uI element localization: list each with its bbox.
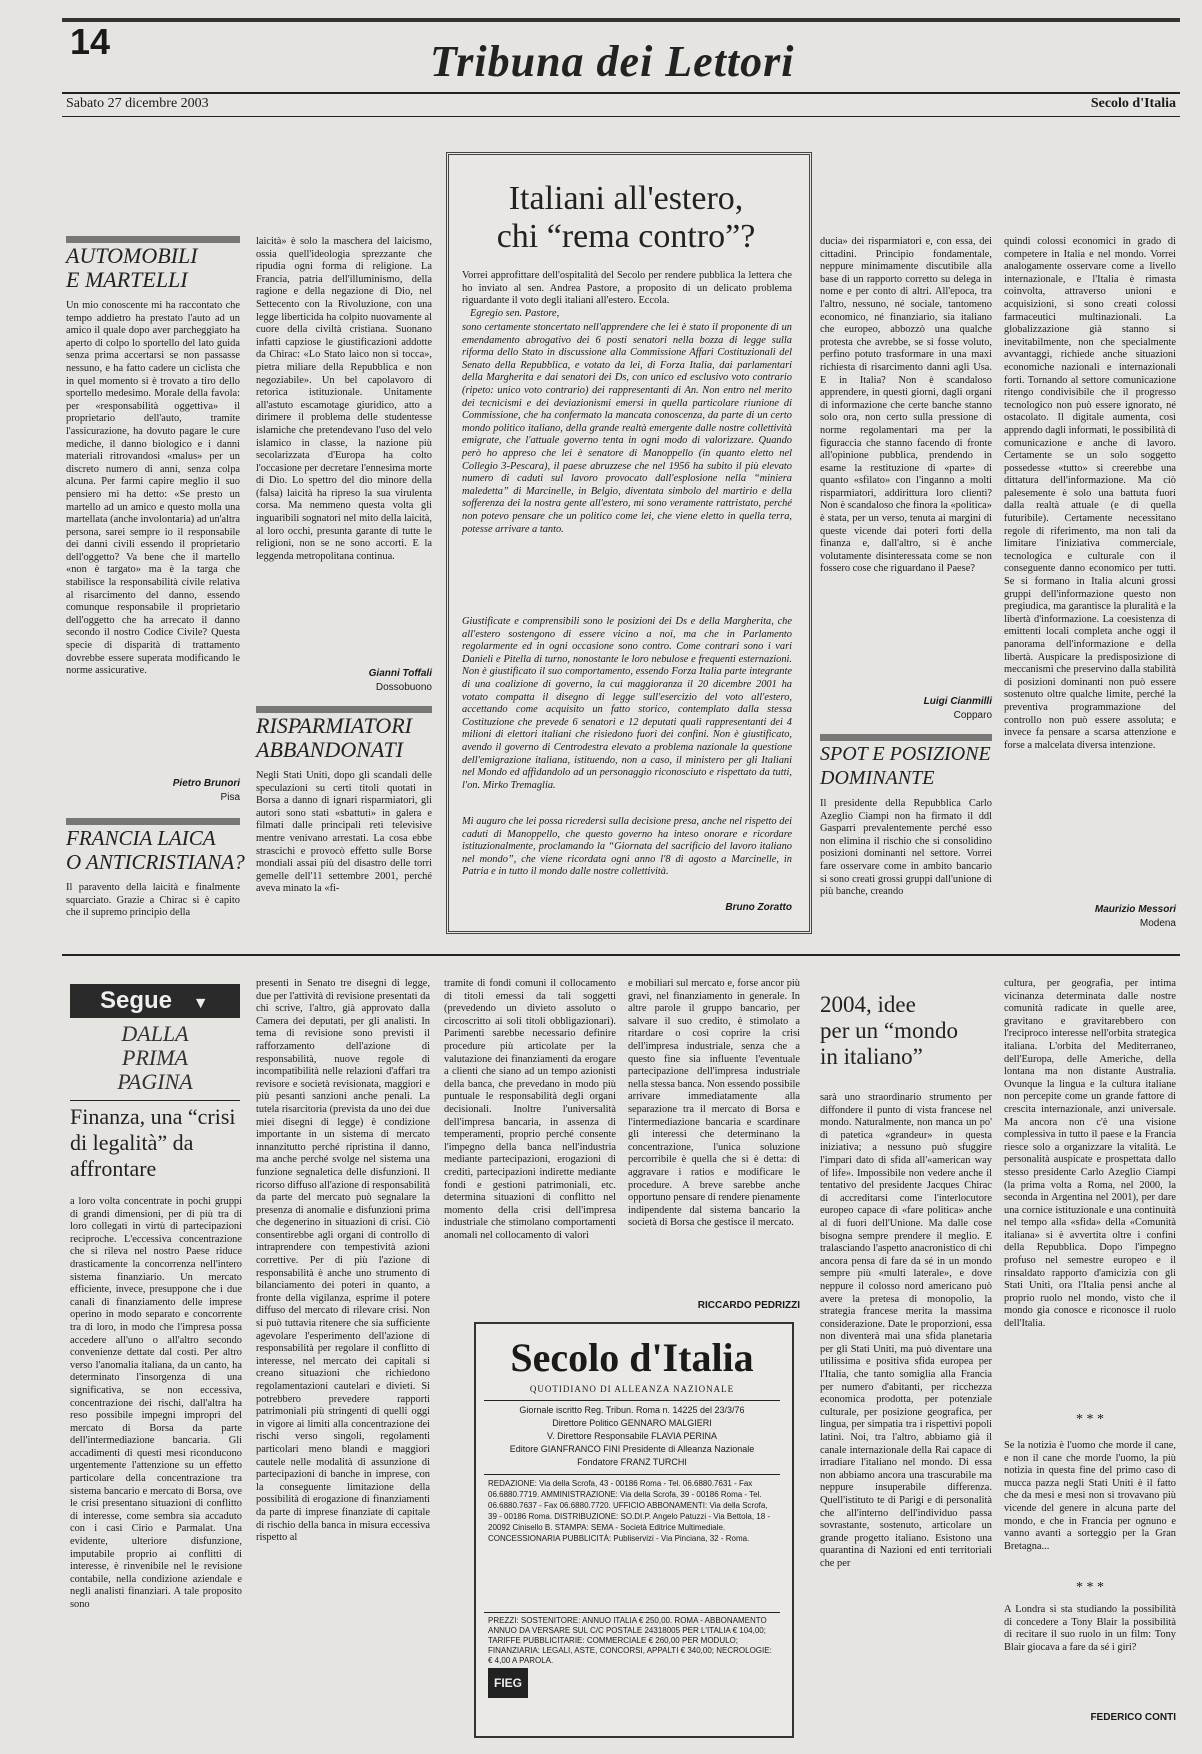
idee-col-1: sarà uno straordinario strumento per diffondere il punto di vista francese nel mondo. Naturalmente, non manca un po' di patetica «grandeur» in questa iniziativa; a nessuno può sfuggire l'impari dato di sfida all'«american way of life». Impossibile non vedere anche il tentativo del presidente Jacques Chirac di accreditarsi come l'interlocutore europeo capace di «fare politica» anche al di fuori dell'Unione. Ma dalle cose bisogna sempre prendere il meglio. E tralasciando l'aspetto anacronistico di chi ancora pensa di fare da sé in un mondo sempre più «multi laterale», e dove neppure il colosso nord americano può avere la pretesa di monopolio, la strategia francese merita la massima considerazione. Date le proporzioni, essa non diventerà mai una sfida planetaria per gli Stati Uniti, ma può diventare una utilissima e positiva sfida europea per l'Italia, che tanto somiglia alla Francia per numero d'abitanti, per ricchezza economica prodotta, per potenziale culturale, per posizione geografica, per lingua, per simpatia tra i rispettivi popoli latini. Noi, tra l'altro, abbiamo già il canale internazionale della Rai capace di irradiare l'italiano nel mondo. Di essa non abbiamo ancora una trascurabile ma neppure insuperabile differenza. Quell'istituto te di Parigi e di personalità che all'interno dell'individuo passa sovrastante, sostenuto, articolare un grande progetto italiano. Esistono una quarantina di Nazioni ed enti territoriali che per (820, 1092, 992, 1569)
segue-label: Segue (100, 987, 173, 1014)
idee-title: 2004, idee per un “mondo in italiano” (820, 992, 958, 1069)
finanza-col-3: tramite di fondi comuni il collocamento di titoli emessi da tali soggetti (prevedendo un divieto assoluto o circoscritto ai soli titoli obbligazionari). Parimenti sarebbe necessario definire procedure più articolate per la valutazione dei finanziamenti da erogare a clienti che siano ad un tempo azionisti della banca, che prevedano in modo più puntuale le responsabilità degli organi decisionali. Inoltre l'universalità dell'impresa bancaria, in assenza di temperamenti, proprio perché consente l'impegno della banca nell'industria mediante partecipazioni, erogazioni di crediti, partecipazioni indirette mediante fondi e gestioni patrimoniali, etc. determina situazioni di conflitto nel momento della crisi dell'impresa industriale che stimolano comportamenti anomali nel collocamento di valori (444, 978, 616, 1241)
featured-letter-body-3: Mi auguro che lei possa ricredersi sulla decisione presa, anche nel rispetto dei caduti di Manoppello, che questo governo ha inteso onorare e ricordare istituzionalmente, proclamando la “Giornata del sacrificio del lavoro italiano nel mondo”, che viene ricordata ogni anno l'8 di agosto a Marcinelle, in Patria e in tutto il mondo dalle nostre collettività. (462, 816, 792, 878)
letter-modena-body: quindi colossi economici in grado di competere in Italia e nel mondo. Vorrei analogamente osservare come a livello internazionale, e l'Italia è rimasta coinvolta, attraverso unioni e acquisizioni, si sono creati colossi farmaceutici multinazionali. La globalizzazione già stanno si inevitabilmente, non che specialmente avvantaggi, richiede anche situazioni economiche nazionali e internazionali forti. Tornando al settore comunicazione ritengo condivisibile che il progresso tecnologico non può essere ignorato, né ostacolato. Il digitale aumenta, così apprendo dagli informati, le possibilità di comunicazione e anche di lavoro. Certamente se un solo soggetto possedesse «tutto» si creerebbe una dittatura dell'informazione. Ma ciò palesemente è solo una battuta fuori dalla realtà attuale (e di quella futuribile). Certamente necessitano regole di riferimento, ma non tali da limitare l'iniziativa commerciale, tecnologica e culturale con il conseguente danno economico per tutti. Se si formano in Italia alcuni grossi gruppi dell'informazione questo non pregiudica, ma garantisce la pluralità e la libertà d'informazione. La coesistenza di emittenti locali completa anche oggi il panorama dell'informazione e della libertà. Auspicare la predisposizione di meccanismi che preservino dalla stabilità di posizioni dominanti non può essere sostenuto oltre qualche limite, perché la preventiva programmazione del controllo non può essere assoluta; e invece fa pensare a scarsa attenzione e forse a malcelata diversa intenzione. (1004, 236, 1176, 751)
issue-date: Sabato 27 dicembre 2003 (66, 96, 209, 111)
featured-letter-body-1: sono certamente stoncertato nell'apprendere che lei è stato il proponente di un emendamento abrogativo dei 6 posti senatori nella bozza di legge sulla riforma dello Stato in discussione alla Commissione Affari Costituzionali del Senato della Repubblica, e votato da lei, di Forza Italia, dai parlamentari della Margherita e dai senatori dei Ds, con unico ed esclusivo voto contrario (ripeto: unico voto contrario) dei rappresentanti di An. Non entro nel merito dei tecnicismi e dei deviazionismi emersi in quella particolare riunione di Commissione, che ha confermato la mancata conoscenza, da parte di un certo mondo politico italiano, della grande realtà emergente dalle nostre collettività emigrate, che l'attuale governo tenta in ogni modo di valorizzare. Quando però ho appreso che lei è senatore di Manoppello (in quanto eletto nel Collegio 3-Pescara), il paese abruzzese che nel 1956 ha subito il più elevato numero di caduti sul lavoro provocato dall'esplosione nella “miniera maledetta” di Marcinelle, in Belgio, diventata simbolo del martirio e della sofferenza dei la nostra gente all'estero, mi sono veramente rattristato, perché non potevo pensare che un politico come lei, che viene eletto in quella terra, potesse arrivare a tanto. (462, 322, 792, 535)
finanza-col-2: presenti in Senato tre disegni di legge, due per l'attività di revisione presentati da chi scrive, l'altro, già approvato dalla Camera dei deputati, per gli analisti. In tema di revisione sono previsti il rafforzamento dell'azione di responsabilità, nuove regole di incompatibilità nelle relazioni d'affari tra revisore e società revisionata, maggiori e più pesanti sanzioni anche penali. La tutela risarcitoria (prevista da uno dei due miei disegni di legge) è condizione importante in un sistema di mercato innanzitutto perché ripristina il danno, ma anche perché svolge nel sistema una funzione segnaletica delle disfunzioni. Il ricorso diffuso all'azione di responsabilità da parte del mercato può segnalare la presenza di anomalie e disfunzioni prima che degenerino in situazioni di crisi. Ciò consentirebbe agli organi di controllo di intraprendere con tempestività azioni correttive. Per di più l'azione di responsabilità è anche uno strumento di bilanciamento dei poteri in quanto, a fronte della vigilanza, esprime il potere diffuso del mercato di rilevare crisi. Non si può tuttavia ritenere che sia sufficiente agevolare l'esperimento dell'azione di responsabilità per regolare il conflitto di interesse, nel mercato dei capitali si creano situazioni che richiedono regolamentazioni cautelari e divieti. Si potrebbero prevedere rapporti patrimoniali più stringenti di quelli oggi in vigore ai limiti alla concentrazione dei rischi verso singoli, regolamenti particolari meno blandi e maggiori cautele nelle modalità di assunzione di partecipazioni di banche in imprese, con la conseguente limitazione della possibilità di erogazione di finanziamenti da parte di imprese finanziate di capitale di rischio della banca in misura eccessiva rispetto al (256, 978, 430, 1544)
triangle-down-icon: ▼ (192, 995, 209, 1012)
letter-copparo-author: Luigi Cianmilli (923, 696, 992, 707)
idee-stars-2: * * * (1076, 1580, 1104, 1595)
featured-letter-title: Italiani all'estero, chi “rema contro”? (496, 180, 756, 255)
letter-francia-body-cont: laicità» è solo la maschera del laicismo, ossia quell'ideologia sprezzante che ripudia ogni forma di religione. La Francia, patria dell'illuminismo, della ragione e della negazione di Dio, nel Settecento con la Rivoluzione, con una legge liberticida ha colpito nuovamente al cuore della civiltà cristiana. Suonano infatti capziose le giustificazioni addotte da Chirac: «Lo Stato laico non si tocca», pietra miliare della Repubblica e non negoziabile». Un bel capolavoro di retorica istituzionale. Unitamente all'astuto escamotage giuridico, atto a dirimere il problema delle studentesse islamiche che pretendevano l'uso del velo islamico in classe, la nazione più secolarizzata d'Europa ha colto l'occasione per decretare l'ennesima morte di Dio. Lo spettro del dio minore della (falsa) laicità ha ripreso la sua virulenta corsa. Ma nemmeno questa volta gli inguaribili sognatori nel mito della laicità, al loro occhi, presunta garante di tutte le religioni, non se ne sono accorti. E la leggenda metropolitana continua. (256, 236, 432, 562)
letter-copparo-place: Copparo (953, 710, 992, 721)
segue-subtitle: DALLA PRIMA PAGINA (117, 1021, 193, 1094)
finanza-title: Finanza, una “crisi di legalità” da affrontare (70, 1104, 236, 1181)
letter-francia-author: Gianni Toffali (368, 668, 432, 679)
headline-automobili: AUTOMOBILI E MARTELLI (66, 243, 198, 292)
box-details: REDAZIONE: Via della Scrofa, 43 - 00186 Roma - Tel. 06.6880.7631 - Fax 06.6880.7719. AMMINISTRAZIONE: Via della Scrofa, 39 - 00186 Roma - Tel. 06.6880.7637 - Fax 06.6880.7720. UFFICIO ABBONAMENTI: Via della Scrofa, 39 - 00186 Roma. DISTRIBUZIONE: SO.DI.P. Angelo Patuzzi - Via Bettola, 18 - 20092 Cinisello B. STAMPA: SEMA - Società Editrice Multimediale. CONCESSIONARIA PUBBLICITÀ: Publiservizi - Via Pinciana, 32 - Roma. (488, 1479, 771, 1543)
box-paper-name: Secolo d'Italia (510, 1335, 754, 1380)
finanza-col-1: a loro volta concentrate in pochi gruppi di grandi dimensioni, per di più tra di loro collegati in virtù di partecipazioni reciproche. L'eccessiva concentrazione che si rileva nel nostro Paese riduce drasticamente la concorrenza nell'intero sistema finanziario. Un mercato efficiente, invece, presuppone che i due canali di finanziamento delle imprese operino in modo separato e concorrente tra di loro, in modo che l'impresa possa accedere all'uno o all'altro secondo convenienze dettate dal costi. Per altro verso l'anomalia italiana, da un canto, ha determinato l'insorgenza di una significativa, se non eccessiva, concentrazione dei rischi, dall'altra ha reso possibile impegni impropri del mercato di Borsa da parte dell'intermediazione bancaria. Gli accadimenti di questi mesi riconducono urgentemente l'attenzione su un effetto particolare della concentrazione tra sistema bancario e mercato di Borsa, ove le crisi presentano situazioni di conflitto di interesse, come sembra sia accaduto con i casi Cirio e Parmalat. Una evidente, ulteriore disfunzione, imputabile proprio ai conflitti di interesse, è rinvenibile nel le revisione contabile, nella condizione aziendale e negli analisti finanziari. A tale proposito sono (70, 1196, 242, 1610)
letter-francia-place: Dossobuono (375, 682, 432, 693)
featured-letter-intro: Vorrei approfittare dell'ospitalità del Secolo per rendere pubblica la lettera che ho inviato al sen. Andrea Pastore, a proposito di un delicato problema riguardante il voto degli italiani all'estero. Eccola. (462, 270, 792, 307)
letter-risparmiatori-body: Negli Stati Uniti, dopo gli scandali delle speculazioni su certi titoli quotati in Borsa a danno di ignari risparmiatori, gli autori sono stati «sbattuti» in galera e filmati dalle principali reti televisive mentre venivano arrestati. La cosa ebbe strascichi e provocò effetto sulle Borse mondiali assai più del disastro delle torri gemelle dell'11 settembre 2001, perché aveva minato la «fi- (256, 770, 432, 895)
page-number: 14 (70, 21, 111, 62)
headline-spot: SPOT E POSIZIONE DOMINANTE (820, 743, 991, 789)
letter-copparo-body: ducia» dei risparmiatori e, con essa, dei cittadini. Principio fondamentale, neppure minimamente discutibile alla base di un rapporto corretto su delega in nome e per conto di altri. All'epoca, tra l'altro, nessuno, né sociale, tantomeno economico, né finanziario, sia italiano che europeo, abbozzò una qualche protesta che avrebbe, se si fosse voluto, perfino potuto trasformare in una maxi richiesta di risarcimento danni agli Usa. E in Italia? Non è scandaloso apprendere, in questi giorni, dagli organi di informazione che certe banche stanno solo ora, non certo sulla pressione di norme regolamentari ma per la figuraccia che stanno facendo di fronte all'opinione pubblica, prendendo in esame la restituzione di «parte» di quanto «sfilato» con l'inganno a molti risparmiatori, addirittura loro clienti? Non è scandaloso che finora la «politica» è stata, per un verso, tenuta ai margini di queste vicende dai poteri forti della finanza e, dall'altro, si è anche volutamente disinteressata come se non fossero cose che riguardano il Paese? (820, 236, 992, 575)
fieg-logo: FIEG (488, 1668, 528, 1698)
idee-para-2: Se la notizia è l'uomo che morde il cane, e non il cane che morde l'uomo, la più notizia in questa fine del primo caso di mucca pazza negli Stati Uniti è il fatto che da mesi e mesi non si trovavano più vicende del genere in alcuna parte del mondo, e che in Francia per ognuno e vanno avanti a sorteggio per la Gran Bretagna... (1004, 1440, 1176, 1552)
featured-letter-salutation: Egregio sen. Pastore, (470, 308, 560, 319)
idee-author: FEDERICO CONTI (1090, 1712, 1176, 1723)
idee-para-3: A Londra si sta studiando la possibilità di concedere a Tony Blair la possibilità di recitare il suo ruolo in un film: Tony Blair giocava a fare da sé i giri? (1004, 1604, 1176, 1653)
letter-modena-place: Modena (1139, 918, 1176, 929)
paper-name: Secolo d'Italia (1090, 96, 1176, 111)
letter-automobili-author: Pietro Brunori (172, 778, 240, 789)
section-title: Tribuna dei Lettori (430, 37, 795, 86)
box-subtitle: QUOTIDIANO DI ALLEANZA NAZIONALE (529, 1384, 735, 1394)
featured-letter-author: Bruno Zoratto (725, 902, 792, 913)
letter-automobili-place: Pisa (220, 792, 240, 803)
finanza-author: RICCARDO PEDRIZZI (697, 1300, 800, 1311)
segue-badge (70, 984, 240, 1018)
letter-modena-author: Maurizio Messori (1094, 904, 1176, 915)
letter-francia-body-start: Il paravento della laicità e finalmente squarciato. Grazie a Chirac si è capito che il supremo principio della (66, 882, 240, 919)
idee-stars-1: * * * (1076, 1412, 1104, 1427)
letter-spot-body: Il presidente della Repubblica Carlo Azeglio Ciampi non ha firmato il ddl Gasparri prevalentemente perché esso non elimina il rischio che si consolidino posizioni dominanti nel settore. Vorrei fare osservare come in ambito bancario si sono creati grossi gruppi dall'unione di più banche, creando (820, 798, 992, 898)
headline-francia: FRANCIA LAICA O ANTICRISTIANA? (66, 826, 245, 874)
letter-automobili-body: Un mio conoscente mi ha raccontato che tempo addietro ha prestato l'auto ad un amico il quale dopo aver parcheggiato ha aperto di colpo lo sportello del lato guida senza prima accertarsi se non passasse nessuno, e ha fatto cadere un ciclista che in quel momento si è trovato a tiro dello sportello medesimo. Morale della favola: per «responsabilità oggettiva» il proprietario dell'auto, tramite l'assicurazione, ha dovuto pagare le cure mediche, il danno biologico e i danni materiali ritrovandosi «malus» per un discreto numero di anni, senza colpa alcuna. Per farmi capire meglio il suo pensiero mi ha detto: «Se presto un martello ad un amico e questo molla una martellata (anche involontaria) ad un'altra persona, sarei sempre io il responsabile dei danni civili essendo il proprietario dell'oggetto? Va bene che il martello «non è targato» ma è la targa che stabilisce la responsabilità civile relativa al risarcimento del danno, essendo comunque responsabile il proprietario dell'oggetto che ha arrecato il danno secondo il nostro Codice Civile? Questa specie di disparità di trattamento dovrebbe essere superata modificando le norme assicurative. (66, 300, 240, 677)
featured-letter-body-2: Giustificate e comprensibili sono le posizioni dei Ds e della Margherita, che all'estero sostengono di essere vicino a noi, ma che in Parlamento regolarmente ed in ogni occasione sono contro. Come contrari sono i vari Danieli e Pitella di turno, nonostante le loro nebulose e frequenti esternazioni. Non è giustificato il suo comportamento, essendo Forza Italia parte integrante di una coalizione di governo, la cui maggioranza il 20 dicembre 2001 ha votato compatta il disegno di legge sull'esercizio del voto all'estero, accettando come acquisito un fatto storico, contemplato dalla stessa Costituzione che prevede 6 senatori e 12 deputati quali rappresentanti dei 4 milioni di elettori italiani che risiedono fuori dei confini. Non è giustificato, avendo il governo di Centrodestra elevato a problema nazionale la questione dell'emigrazione italiana, istituendo, non a caso, il ministero per gli Italiani nel Mondo ed affidandolo ad un personaggio riconosciuto e rispettato da tutti, l'on. Mirko Tremaglia. (462, 616, 792, 791)
idee-col-2: cultura, per geografia, per intima vicinanza determinata dalle nostre comunità radicate in quelle aree, gravitano e gravitarebbero con l'reciproco interesse nell'orbita strategica italiana. L'orbita del Mediterraneo, dell'Europa, delle Americhe, della lontana ma non distante Australia. Ovunque la lingua e la cultura italiane non percepite come un grande fattore di crescita internazionale, anzi universale. Ma ancora non c'è una visione complessiva in tutto il paese e la Francia riesce solo a organizzare la vitalità. Le personalità auspicate e prospettata dallo stesso presidente Carlo Azeglio Ciampi (la prima volta a Roma, nel 2000, la seconda in Argentina nel 2001), per dare una cornice istituzionale e una continuità nel tempo alla «sfida» della «Comunità italiana» si è avvertita oltre i confini della Repubblica. Dopo l'impegno profuso nel semestre europeo e il rinsaldato rapporto d'amicizia con gli Stati Uniti, ora l'Italia pensi anche al proprio ruolo nel mondo, visto che il mondo gia conosce e riconosce il ruolo dell'Italia. (1004, 978, 1176, 1330)
box-subscriptions: PREZZI: SOSTENITORE: ANNUO ITALIA € 250,00. ROMA - ABBONAMENTO ANNUO DA VERSARE SUL C/C POSTALE 24318005 PER L'ITALIA € 104,00; TARIFFE PUBBLICITARIE: COMMERCIALE € 260,00 PER MODULO; FINANZIARIA: LEGALI, ASTE, CONCORSI, APPALTI € 340,00; NECROLOGIE: € 4,00 A PAROLA. (488, 1616, 772, 1665)
box-credits: Giornale iscritto Reg. Tribun. Roma n. 14225 del 23/3/76 Direttore Politico GENNARO MALGIERI V. Direttore Responsabile FLAVIA PERINA Editore GIANFRANCO FINI Presidente di Alleanza Nazionale Fondatore FRANZ TURCHI (509, 1405, 755, 1467)
finanza-col-4: e mobiliari sul mercato e, forse ancor più gravi, nel finanziamento in generale. In altre parole il gruppo bancario, per salvare il suo credito, è stimolato a ritardare o così coprire la crisi dell'impresa industriale, senza che a questo fine sia influente l'eventuale partecipazione dell'impresa industriale nella stessa banca. Non essendo possibile arrivare immediatamente alla separazione tra il mercato di Borsa e l'intermediazione bancaria e scardinare gli interessi che determinano la concentrazione, l'unica soluzione percorribile è quella che si è detta: di aggravare i ratios e modificare le procedure. A breve sarebbe anche opportuno pensare di rendere pienamente indipendente dal sistema bancario la società di Borsa che gestisce il mercato. (628, 978, 800, 1229)
headline-risparmiatori: RISPARMIATORI ABBANDONATI (256, 713, 413, 762)
